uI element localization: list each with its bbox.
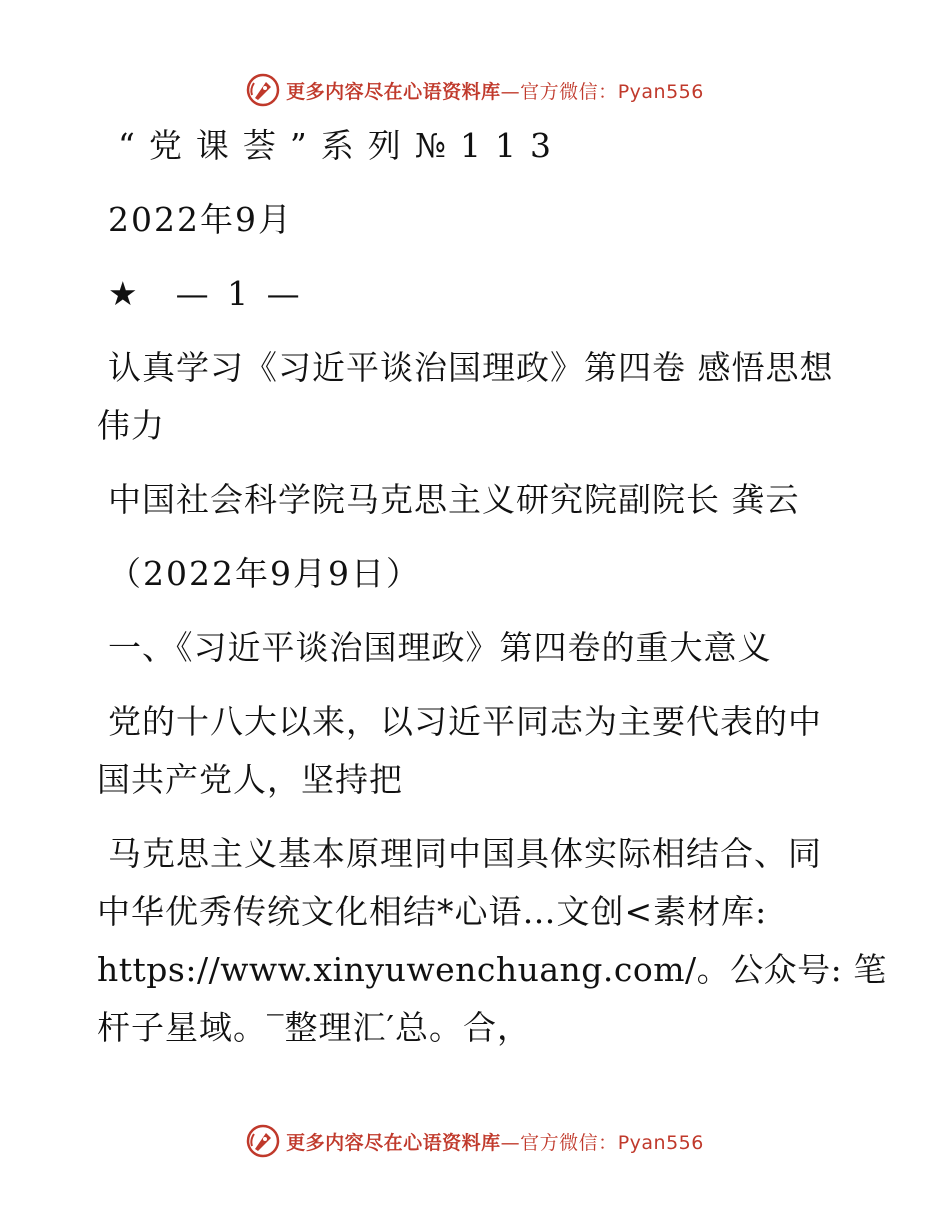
watermark-brand: 更多内容尽在心语资料库 — [286, 1131, 501, 1154]
watermark-content — [246, 73, 704, 107]
paragraph-2-line-4: 杆子星域。‾整理汇′总。合， — [97, 1008, 531, 1047]
pen-nib-logo-icon — [246, 1124, 280, 1158]
watermark-label: 官方微信： — [520, 80, 618, 103]
watermark-text — [286, 77, 704, 104]
pen-nib-logo-icon — [246, 73, 280, 107]
watermark-separator: — — [500, 80, 521, 103]
watermark-wechat-id: Pyan556 — [617, 80, 704, 103]
article-date: （2022年9月9日） — [108, 554, 421, 593]
paragraph-2-line-2: 中华优秀传统文化相结*心语…文创<素材库: — [97, 892, 768, 931]
page-marker-line — [108, 266, 950, 322]
paragraph-1-line-2: 国共产党人，坚持把 — [97, 760, 403, 799]
paragraph-1-line-1: 党的十八大以来，以习近平同志为主要代表的中 — [108, 702, 822, 741]
author-line: 中国社会科学院马克思主义研究院副院长 龚云 — [108, 480, 800, 519]
watermark-separator: — — [500, 1131, 521, 1154]
watermark-banner-top — [0, 70, 950, 110]
star-icon: ★ — [108, 274, 142, 313]
article-title-line-1: 认真学习《习近平谈治国理政》第四卷 感悟思想 — [108, 348, 834, 387]
date-header: 2022年9月 — [108, 200, 293, 239]
paragraph-2-line-3: https://www.xinyuwenchuang.com/。公众号: 笔 — [97, 950, 887, 989]
article-title-line-2: 伟力 — [97, 406, 165, 445]
watermark-content — [246, 1124, 704, 1158]
paragraph-2-line-1: 马克思主义基本原理同中国具体实际相结合、同 — [108, 834, 822, 873]
section-heading-1: 一、《习近平谈治国理政》第四卷的重大意义 — [108, 628, 772, 667]
watermark-banner-bottom — [0, 1121, 950, 1161]
watermark-wechat-id: Pyan556 — [617, 1131, 704, 1154]
page-number: — 1 — — [175, 274, 304, 313]
watermark-label: 官方微信： — [520, 1131, 618, 1154]
watermark-text — [286, 1128, 704, 1155]
watermark-brand: 更多内容尽在心语资料库 — [286, 80, 501, 103]
series-title: “党课荟”系列№113 — [118, 126, 565, 165]
